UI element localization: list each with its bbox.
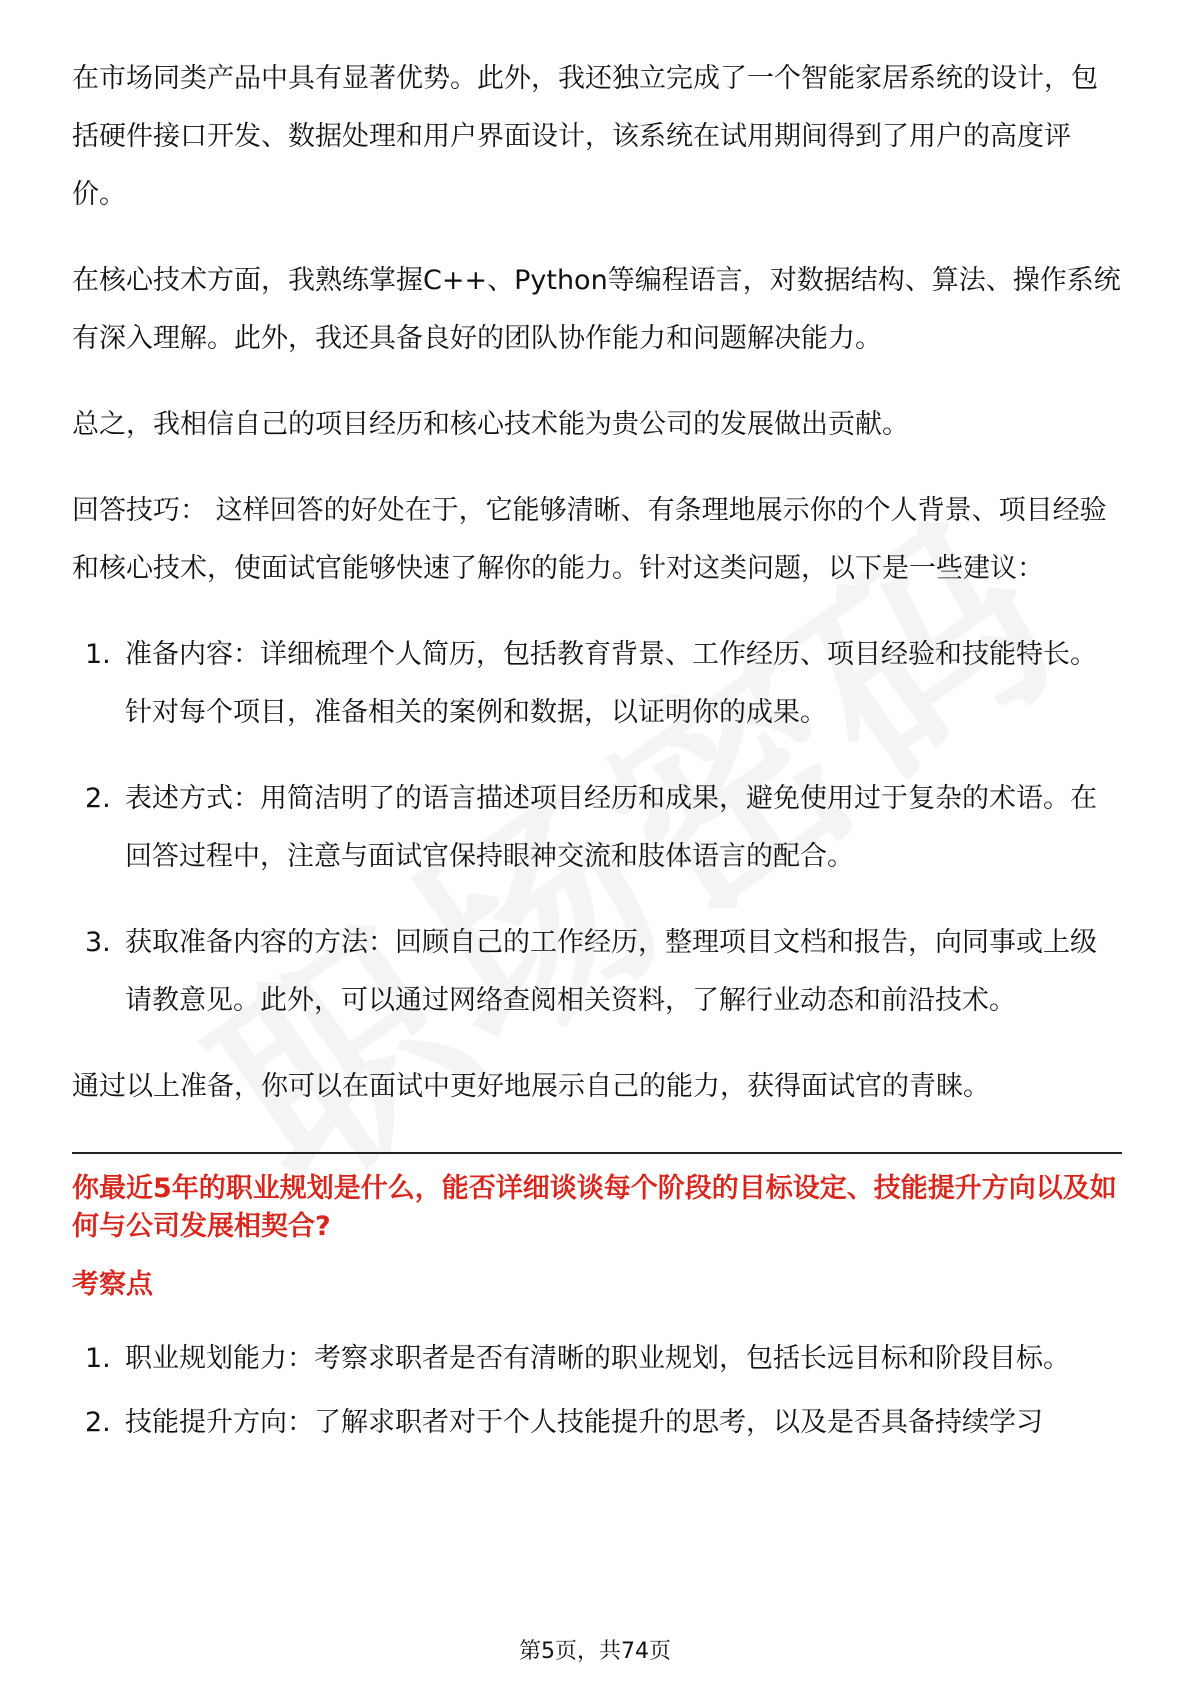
list-number: 3. — [85, 927, 111, 958]
list-item — [72, 1394, 1122, 1452]
paragraph-3: 总之，我相信自己的项目经历和核心技术能为贵公司的发展做出贡献。 — [72, 409, 909, 440]
tips-list — [72, 626, 1122, 1030]
list-item-text: 获取准备内容的方法：回顾自己的工作经历，整理项目文档和报告，向同事或上级请教意见。此外，可以通过网络查阅相关资料，了解行业动态和前沿技术。 — [125, 927, 1097, 1016]
list-number: 1. — [85, 1343, 111, 1374]
list-item-text: 准备内容：详细梳理个人简历，包括教育背景、工作经历、项目经验和技能特长。针对每个项目，准备相关的案例和数据，以证明你的成果。 — [125, 639, 1097, 728]
paragraph-2: 在核心技术方面，我熟练掌握C++、Python等编程语言，对数据结构、算法、操作系统有深入理解。此外，我还具备良好的团队协作能力和问题解决能力。 — [72, 265, 1121, 354]
section-label: 考察点 — [72, 1269, 153, 1300]
list-number: 1. — [85, 639, 111, 670]
list-item-text: 职业规划能力：考察求职者是否有清晰的职业规划，包括长远目标和阶段目标。 — [125, 1343, 1070, 1374]
list-item-text: 技能提升方向：了解求职者对于个人技能提升的思考，以及是否具备持续学习 — [125, 1407, 1043, 1438]
paragraph-1: 在市场同类产品中具有显著优势。此外，我还独立完成了一个智能家居系统的设计，包括硬件接口开发、数据处理和用户界面设计，该系统在试用期间得到了用户的高度评价。 — [72, 63, 1098, 210]
list-item — [72, 1330, 1122, 1388]
list-number: 2. — [85, 783, 111, 814]
paragraph-conclusion: 通过以上准备，你可以在面试中更好地展示自己的能力，获得面试官的青睐。 — [72, 1071, 990, 1102]
list-item — [72, 626, 1122, 742]
page-content — [72, 50, 1122, 1480]
evaluation-points-list — [72, 1330, 1122, 1452]
section-divider — [72, 1152, 1122, 1154]
list-item — [72, 914, 1122, 1030]
question-title: 你最近5年的职业规划是什么，能否详细谈谈每个阶段的目标设定、技能提升方向以及如何与公司发展相契合? — [72, 1173, 1117, 1242]
list-item — [72, 770, 1122, 886]
page-footer: 第5页，共74页 — [519, 1639, 671, 1664]
paragraph-answer-tips: 回答技巧： 这样回答的好处在于，它能够清晰、有条理地展示你的个人背景、项目经验和核心技术，使面试官能够快速了解你的能力。针对这类问题，以下是一些建议： — [72, 495, 1107, 584]
list-number: 2. — [85, 1407, 111, 1438]
list-item-text: 表述方式：用简洁明了的语言描述项目经历和成果，避免使用过于复杂的术语。在回答过程中，注意与面试官保持眼神交流和肢体语言的配合。 — [125, 783, 1097, 872]
